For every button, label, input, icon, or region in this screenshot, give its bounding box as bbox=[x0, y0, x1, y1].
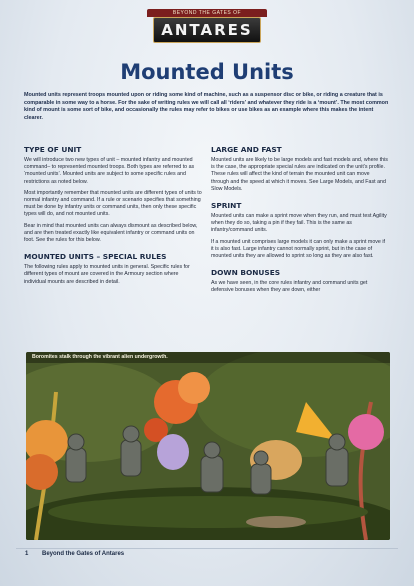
logo-top-text: BEYOND THE GATES OF bbox=[147, 9, 267, 17]
right-column bbox=[211, 137, 389, 299]
page-footer bbox=[16, 548, 398, 561]
heading-large-and-fast: LARGE AND FAST bbox=[211, 145, 282, 154]
antares-logo bbox=[147, 9, 267, 45]
miniatures-photo bbox=[26, 352, 390, 540]
heading-special-rules: MOUNTED UNITS – SPECIAL RULES bbox=[24, 252, 167, 262]
page-number: 1 bbox=[25, 551, 29, 557]
paragraph: Bear in mind that mounted units can always dismount as described below, and are then treated exactly like equivalent infantry or command units on foot. See the rules for this below. bbox=[24, 222, 198, 244]
paragraph: The following rules apply to mounted units in general. Specific rules for different types of mount are covered in the Armoury section where individual mounts are described in detail. bbox=[24, 264, 190, 285]
left-column bbox=[24, 137, 202, 290]
intro-paragraph: Mounted units represent troops mounted upon or riding some kind of machine, such as a suspensor disc or bike, or riding a creature that is comparable in some way to a horse. For the sake of writing rules we will call all ‘riders’ and whatever they ride is a ‘mount’. The most common kind of mount is some sort of bike, and occasionally the rules may refer to bikes or use bikes as an example where this makes the intent clearer. bbox=[24, 92, 389, 121]
paragraph: Most importantly remember that mounted units are different types of units to normal infantry and command. If a rule or scenario specifies that something must be done by infantry units or command units, then only these specific types will do, and not mounted units. bbox=[24, 189, 202, 218]
paragraph: As we have seen, in the core rules infantry and command units get defensive bonuses when they are down, either bbox=[211, 280, 368, 294]
page-title: Mounted Units bbox=[120, 60, 294, 84]
logo-main-text: ANTARES bbox=[153, 17, 261, 43]
paragraph: Mounted units can make a sprint move when they run, and must test Agility when they do so, taking a pin if they fail. This is the same as infantry/command units. bbox=[211, 213, 387, 234]
photo-caption: Boromites stalk through the vibrant alien undergrowth. bbox=[26, 352, 390, 363]
heading-sprint: SPRINT bbox=[211, 201, 242, 211]
footer-title: Beyond the Gates of Antares bbox=[42, 551, 125, 557]
paragraph: We will introduce two new types of unit – mounted infantry and mounted command– to represented mounted troops. Both types are referred to as ‘mounted units’. Mounted units are subject to some specific rules and restrictions as noted below. bbox=[24, 157, 195, 185]
heading-down-bonuses: DOWN BONUSES bbox=[211, 268, 281, 278]
paragraph: If a mounted unit comprises large models it can only make a sprint move if it is also fast. Large infantry cannot normally sprint, but in the case of mounted units they are allowed to sprint so long as they are also fast. bbox=[211, 238, 385, 260]
photo-illustration bbox=[26, 352, 390, 540]
paragraph: Mounted units are likely to be large models and fast models and, where this is the case, the appropriate special rules are indicated on the unit’s profile. These rules will affect the kind of terrain the mounted unit can move through and the speed at which it moves. See Large Models, and Fast and Slow Models. bbox=[211, 157, 388, 192]
heading-type-of-unit: TYPE OF UNIT bbox=[24, 145, 82, 154]
